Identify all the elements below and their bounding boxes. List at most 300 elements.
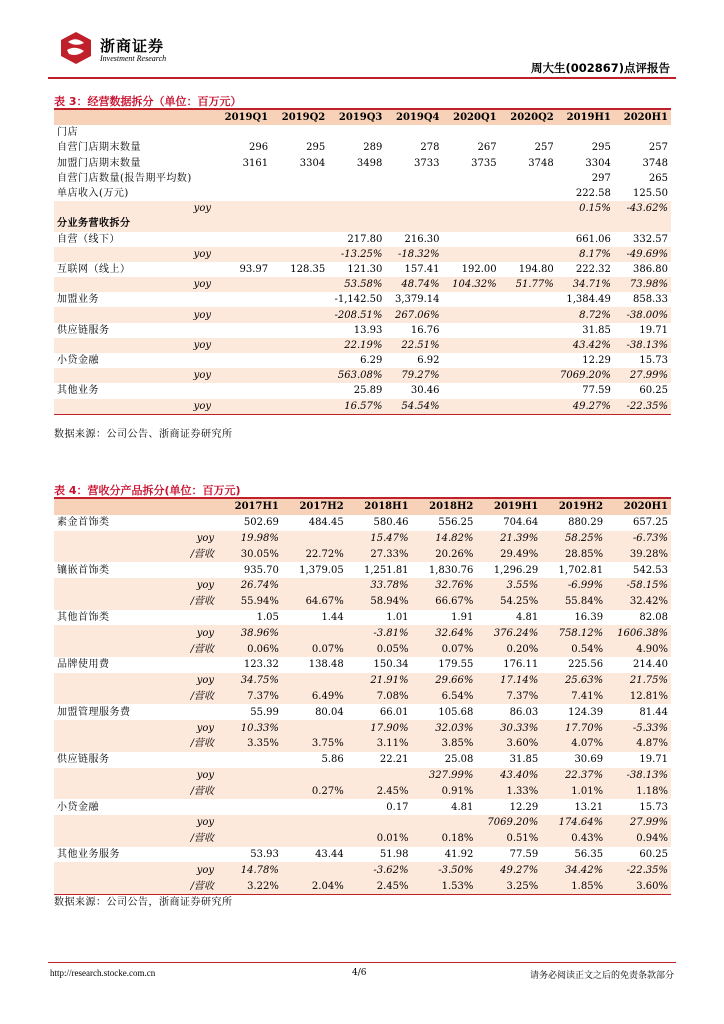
row-label: yoy (54, 815, 217, 831)
table-cell: 704.64 (503, 517, 539, 529)
row-label: 品牌使用费 (57, 659, 110, 671)
table4 (54, 497, 671, 895)
table-cell: 3.55% (476, 578, 541, 594)
row-label: 互联网（线上） (57, 263, 131, 275)
row-label: yoy (54, 247, 214, 262)
table-cell: 174.64% (541, 815, 606, 831)
table-cell: 123.32 (243, 659, 279, 671)
table-cell: 295 (306, 142, 326, 154)
table-cell (271, 307, 328, 322)
table-cell: 2.45% (347, 783, 412, 799)
table-cell: -38.00% (614, 307, 671, 322)
table-cell: 138.48 (308, 659, 344, 671)
table-cell: 31.85 (509, 754, 539, 766)
table-cell (385, 171, 442, 186)
table-cell (214, 338, 271, 353)
table-cell: 3733 (414, 157, 440, 169)
table-cell: 6.54% (412, 689, 477, 705)
table-cell (443, 338, 500, 353)
table-cell: 1,384.49 (566, 294, 611, 306)
table-cell: 0.17 (386, 801, 409, 813)
table3-bottom-rule (54, 414, 671, 415)
table-cell: 556.25 (438, 517, 474, 529)
row-label: /营收 (54, 831, 217, 847)
table-cell: 81.44 (639, 706, 668, 718)
row-label: yoy (54, 862, 217, 878)
column-header: 2020H1 (614, 110, 671, 125)
table-cell: 30.33% (476, 720, 541, 736)
table-cell: 1.44 (321, 611, 344, 623)
table-cell: 3748 (642, 157, 668, 169)
table-cell: 289 (363, 142, 383, 154)
table4-header-row (54, 499, 671, 515)
table-cell: 12.29 (509, 801, 539, 813)
row-label: yoy (54, 673, 217, 689)
table-cell (500, 171, 557, 186)
table-cell: 1.53% (412, 878, 477, 894)
table-cell (385, 216, 442, 231)
table-row (54, 216, 671, 231)
table-cell: 265 (648, 172, 668, 184)
table-cell (443, 201, 500, 216)
table-cell: 0.07% (282, 641, 347, 657)
table-cell: 157.41 (404, 263, 440, 275)
table3 (54, 108, 671, 415)
table-cell (217, 799, 282, 815)
table-cell: 0.20% (476, 641, 541, 657)
column-header: 2017H2 (282, 499, 347, 515)
column-header: 2017H1 (217, 499, 282, 515)
table-cell (282, 531, 347, 547)
column-header: 2019H1 (476, 499, 541, 515)
table-cell (500, 247, 557, 262)
table-cell: 39.28% (606, 546, 671, 562)
table-cell: 376.24% (476, 625, 541, 641)
table-row (54, 368, 671, 383)
table-cell: 150.34 (373, 659, 409, 671)
table-cell (282, 799, 347, 815)
table-cell (347, 815, 412, 831)
table-cell: 880.29 (568, 517, 604, 529)
table-cell: 51.98 (379, 848, 409, 860)
table-cell: 267.06% (385, 307, 442, 322)
table-cell: 34.42% (541, 862, 606, 878)
table-cell (500, 368, 557, 383)
row-label: 分业务营收拆分 (54, 216, 214, 231)
table-cell (328, 216, 385, 231)
company-name-cn: 浙商证券 (100, 37, 165, 55)
table-cell (443, 216, 500, 231)
table-cell (500, 232, 557, 247)
row-label: yoy (54, 531, 217, 547)
table-cell: 125.50 (633, 188, 668, 200)
table-cell: 30.05% (217, 546, 282, 562)
company-name-en: Investment Research (100, 54, 167, 63)
table-cell (217, 752, 282, 768)
row-label: yoy (54, 578, 217, 594)
table-cell: 225.56 (568, 659, 604, 671)
table-cell: 60.25 (639, 848, 668, 860)
table-row (54, 625, 671, 641)
table-row (54, 125, 671, 140)
table-row (54, 171, 671, 186)
row-label: 供应链服务 (57, 324, 110, 336)
table-cell: 64.67% (282, 594, 347, 610)
table-cell: 104.32% (443, 277, 500, 292)
table-cell (443, 232, 500, 247)
table-cell: 15.47% (347, 531, 412, 547)
table-cell: 22.51% (385, 338, 442, 353)
table-cell: 257 (648, 142, 668, 154)
table-cell: 858.33 (633, 294, 668, 306)
table-cell: 0.01% (347, 831, 412, 847)
table-cell (385, 125, 442, 140)
table-cell: 0.18% (412, 831, 477, 847)
table-cell (214, 383, 271, 398)
column-header: 2019H1 (557, 110, 614, 125)
table-row (54, 847, 671, 863)
table-cell: 15.73 (639, 355, 668, 367)
table-cell: 4.90% (606, 641, 671, 657)
table-cell: 58.94% (347, 594, 412, 610)
document-title: 周大生(002867)点评报告 (530, 61, 670, 75)
table-cell (271, 383, 328, 398)
table-cell (282, 625, 347, 641)
table-cell (214, 201, 271, 216)
table-row (54, 799, 671, 815)
table-row (54, 862, 671, 878)
table-row (54, 768, 671, 784)
table-cell (271, 368, 328, 383)
table-cell: 4.07% (541, 736, 606, 752)
table-cell: -38.13% (606, 768, 671, 784)
table-cell: 935.70 (243, 564, 279, 576)
table-cell: 296 (249, 142, 269, 154)
table-cell: 6.29 (360, 355, 383, 367)
table-cell: 8.72% (557, 307, 614, 322)
table-cell: 563.08% (328, 368, 385, 383)
table-cell (282, 815, 347, 831)
row-label: 自营门店数量(报告期平均数) (57, 172, 192, 184)
table-cell (214, 292, 271, 307)
table-row (54, 186, 671, 201)
table-cell (217, 831, 282, 847)
table-cell: 0.94% (606, 831, 671, 847)
table-cell: -1,142.50 (334, 294, 383, 306)
table-cell (271, 216, 328, 231)
table-cell: 3.60% (606, 878, 671, 894)
table-cell (500, 216, 557, 231)
row-label: 加盟业务 (57, 294, 99, 306)
table-cell: 1.85% (541, 878, 606, 894)
table-cell: 19.98% (217, 531, 282, 547)
table-cell: 1,296.29 (493, 564, 539, 576)
table-row (54, 815, 671, 831)
table-cell: 8.17% (557, 247, 614, 262)
header-divider (48, 77, 676, 79)
column-header: 2020H1 (606, 499, 671, 515)
table-cell: 3.22% (217, 878, 282, 894)
table-cell: 542.53 (633, 564, 668, 576)
table-cell: 21.91% (347, 673, 412, 689)
table-cell: 3.85% (412, 736, 477, 752)
table-row (54, 353, 671, 368)
table-cell: 49.27% (557, 399, 614, 414)
row-label: 小贷金融 (57, 355, 99, 367)
table-cell (557, 216, 614, 231)
row-label: 自营（线下） (57, 233, 120, 245)
table-row (54, 383, 671, 398)
row-label: yoy (54, 720, 217, 736)
table-cell: 43.40% (476, 768, 541, 784)
table-cell: 49.27% (476, 862, 541, 878)
table-cell (214, 186, 271, 201)
table-cell: -3.62% (347, 862, 412, 878)
table-cell (271, 171, 328, 186)
footer-url: http://research.stocke.com.cn (50, 968, 156, 978)
table-cell: 26.74% (217, 578, 282, 594)
table-cell (443, 368, 500, 383)
table-cell: -3.81% (347, 625, 412, 641)
table-cell: 77.59 (582, 385, 611, 397)
table-cell: 30.69 (574, 754, 604, 766)
table3-header-row (54, 110, 671, 125)
table-cell: 179.55 (438, 659, 474, 671)
row-label: yoy (54, 399, 214, 414)
table-cell (443, 186, 500, 201)
row-label: 素金首饰类 (57, 517, 110, 529)
table-cell: 1,702.81 (558, 564, 604, 576)
table-cell (217, 815, 282, 831)
table-cell: 54.54% (385, 399, 442, 414)
table-cell: 2.04% (282, 878, 347, 894)
table-cell: 55.94% (217, 594, 282, 610)
table-cell: 105.68 (438, 706, 474, 718)
table-cell: 6.92 (417, 355, 440, 367)
table-cell: -22.35% (614, 399, 671, 414)
table-row (54, 831, 671, 847)
table-cell: 128.35 (290, 263, 326, 275)
table-cell: 25.89 (353, 385, 383, 397)
table-cell: 19.71 (639, 754, 668, 766)
table-cell: 58.25% (541, 531, 606, 547)
table-cell: 66.67% (412, 594, 477, 610)
table-cell: 121.30 (347, 263, 383, 275)
table-cell: 661.06 (575, 233, 611, 245)
table-cell: 1.18% (606, 783, 671, 799)
table-cell (214, 353, 271, 368)
table-cell (385, 201, 442, 216)
row-label: 其他业务 (57, 385, 99, 397)
table-row (54, 673, 671, 689)
column-header: 2019Q1 (214, 110, 271, 125)
table-cell: -5.33% (606, 720, 671, 736)
table-cell (271, 323, 328, 338)
table-cell (214, 307, 271, 322)
row-label: 加盟门店期末数量 (57, 157, 141, 169)
table-cell (271, 338, 328, 353)
table-cell: 5.86 (321, 754, 344, 766)
table-row (54, 531, 671, 547)
table-cell: 327.99% (412, 768, 477, 784)
table-cell (271, 186, 328, 201)
table-cell: -6.99% (541, 578, 606, 594)
table-cell: 16.57% (328, 399, 385, 414)
table-cell: 56.35 (574, 848, 604, 860)
row-label: 其他首饰类 (57, 611, 110, 623)
table-cell: 12.29 (582, 355, 611, 367)
table-cell: 0.07% (412, 641, 477, 657)
table-cell: 4.81 (451, 801, 474, 813)
table-cell: 2.45% (347, 878, 412, 894)
table-cell: 15.73 (639, 801, 668, 813)
row-label: yoy (54, 307, 214, 322)
table-cell: 4.87% (606, 736, 671, 752)
table-row (54, 546, 671, 562)
table-cell: 0.27% (282, 783, 347, 799)
table-cell: 6.49% (282, 689, 347, 705)
table-cell: 1,379.05 (299, 564, 344, 576)
table-row (54, 562, 671, 578)
table-cell: 73.98% (614, 277, 671, 292)
table-cell: 484.45 (308, 517, 344, 529)
table-cell (214, 171, 271, 186)
table-cell: 14.78% (217, 862, 282, 878)
table-cell: 22.72% (282, 546, 347, 562)
table-cell: 0.91% (412, 783, 477, 799)
table-row (54, 140, 671, 155)
table-cell: 17.70% (541, 720, 606, 736)
table-cell: 657.25 (633, 517, 668, 529)
table-cell: 17.14% (476, 673, 541, 689)
table-cell: 48.74% (385, 277, 442, 292)
table-cell (271, 399, 328, 414)
table-row (54, 277, 671, 292)
table-cell: 0.15% (557, 201, 614, 216)
row-label: 小贷金融 (57, 801, 99, 813)
table-cell: 176.11 (503, 659, 539, 671)
table-row (54, 292, 671, 307)
table-cell: 1.33% (476, 783, 541, 799)
row-label: 单店收入(万元) (57, 188, 129, 200)
table-cell: 29.49% (476, 546, 541, 562)
row-label: yoy (54, 277, 214, 292)
table-cell: -3.50% (412, 862, 477, 878)
header-label-cell (54, 110, 214, 125)
table-cell (500, 201, 557, 216)
table-cell (271, 277, 328, 292)
table-cell: 278 (420, 142, 440, 154)
table-cell: 93.97 (239, 263, 269, 275)
table-cell (557, 125, 614, 140)
table-cell: -18.32% (385, 247, 442, 262)
table3-source: 数据来源：公司公告、浙商证券研究所 (54, 429, 233, 440)
table-cell: 214.40 (633, 659, 668, 671)
table-cell: 27.33% (347, 546, 412, 562)
table-cell: 7.37% (217, 689, 282, 705)
table-row (54, 307, 671, 322)
company-logo-icon (58, 30, 94, 66)
table-cell: 295 (591, 142, 611, 154)
table-cell: 222.32 (575, 263, 611, 275)
table-cell (443, 383, 500, 398)
table-cell (328, 171, 385, 186)
table-cell: 80.04 (315, 706, 344, 718)
table-cell (385, 186, 442, 201)
table-cell: 1.01 (386, 611, 409, 623)
table-cell: 580.46 (373, 517, 409, 529)
row-label: yoy (54, 201, 214, 216)
table-cell: 7.08% (347, 689, 412, 705)
page-number: 4/6 (352, 968, 367, 978)
table-cell: 55.84% (541, 594, 606, 610)
table-cell: 3735 (471, 157, 497, 169)
table-cell: 16.39 (574, 611, 604, 623)
table-cell (271, 232, 328, 247)
table-cell: 1,830.76 (428, 564, 474, 576)
table-cell (443, 353, 500, 368)
table-cell: 10.33% (217, 720, 282, 736)
table-cell (443, 125, 500, 140)
row-label: /营收 (54, 641, 217, 657)
row-label: yoy (54, 338, 214, 353)
table-row (54, 594, 671, 610)
table-cell (214, 368, 271, 383)
row-label: 加盟管理服务费 (57, 706, 131, 718)
table-cell (328, 201, 385, 216)
table-cell (217, 768, 282, 784)
table-cell (214, 232, 271, 247)
table-cell: 22.19% (328, 338, 385, 353)
table-cell: 29.66% (412, 673, 477, 689)
table-cell: 194.80 (518, 263, 554, 275)
table-cell: 7069.20% (557, 368, 614, 383)
table-cell (500, 383, 557, 398)
row-label: /营收 (54, 594, 217, 610)
row-label: yoy (54, 368, 214, 383)
table-cell (271, 353, 328, 368)
table-cell (217, 783, 282, 799)
table-cell: -208.51% (328, 307, 385, 322)
table-cell: 386.80 (633, 263, 668, 275)
table-cell: 3498 (356, 157, 383, 169)
table-cell: 34.71% (557, 277, 614, 292)
table-cell: 28.85% (541, 546, 606, 562)
table-cell: 79.27% (385, 368, 442, 383)
table-cell (614, 216, 671, 231)
table-cell: 17.90% (347, 720, 412, 736)
table-cell: 13.93 (353, 324, 383, 336)
table-row (54, 515, 671, 531)
table-cell: 0.54% (541, 641, 606, 657)
table-cell: 3304 (299, 157, 326, 169)
table-cell (214, 247, 271, 262)
table-cell: 32.64% (412, 625, 477, 641)
table-cell (282, 768, 347, 784)
table-cell: 32.42% (606, 594, 671, 610)
table-cell: 32.03% (412, 720, 477, 736)
table-cell (443, 171, 500, 186)
table-cell: 32.76% (412, 578, 477, 594)
table-cell (271, 201, 328, 216)
table-cell: 14.82% (412, 531, 477, 547)
table-cell: 3304 (585, 157, 611, 169)
table-cell (500, 292, 557, 307)
table-cell: -43.62% (614, 201, 671, 216)
table-cell (443, 399, 500, 414)
table-cell: 31.85 (582, 324, 611, 336)
table-cell (500, 353, 557, 368)
